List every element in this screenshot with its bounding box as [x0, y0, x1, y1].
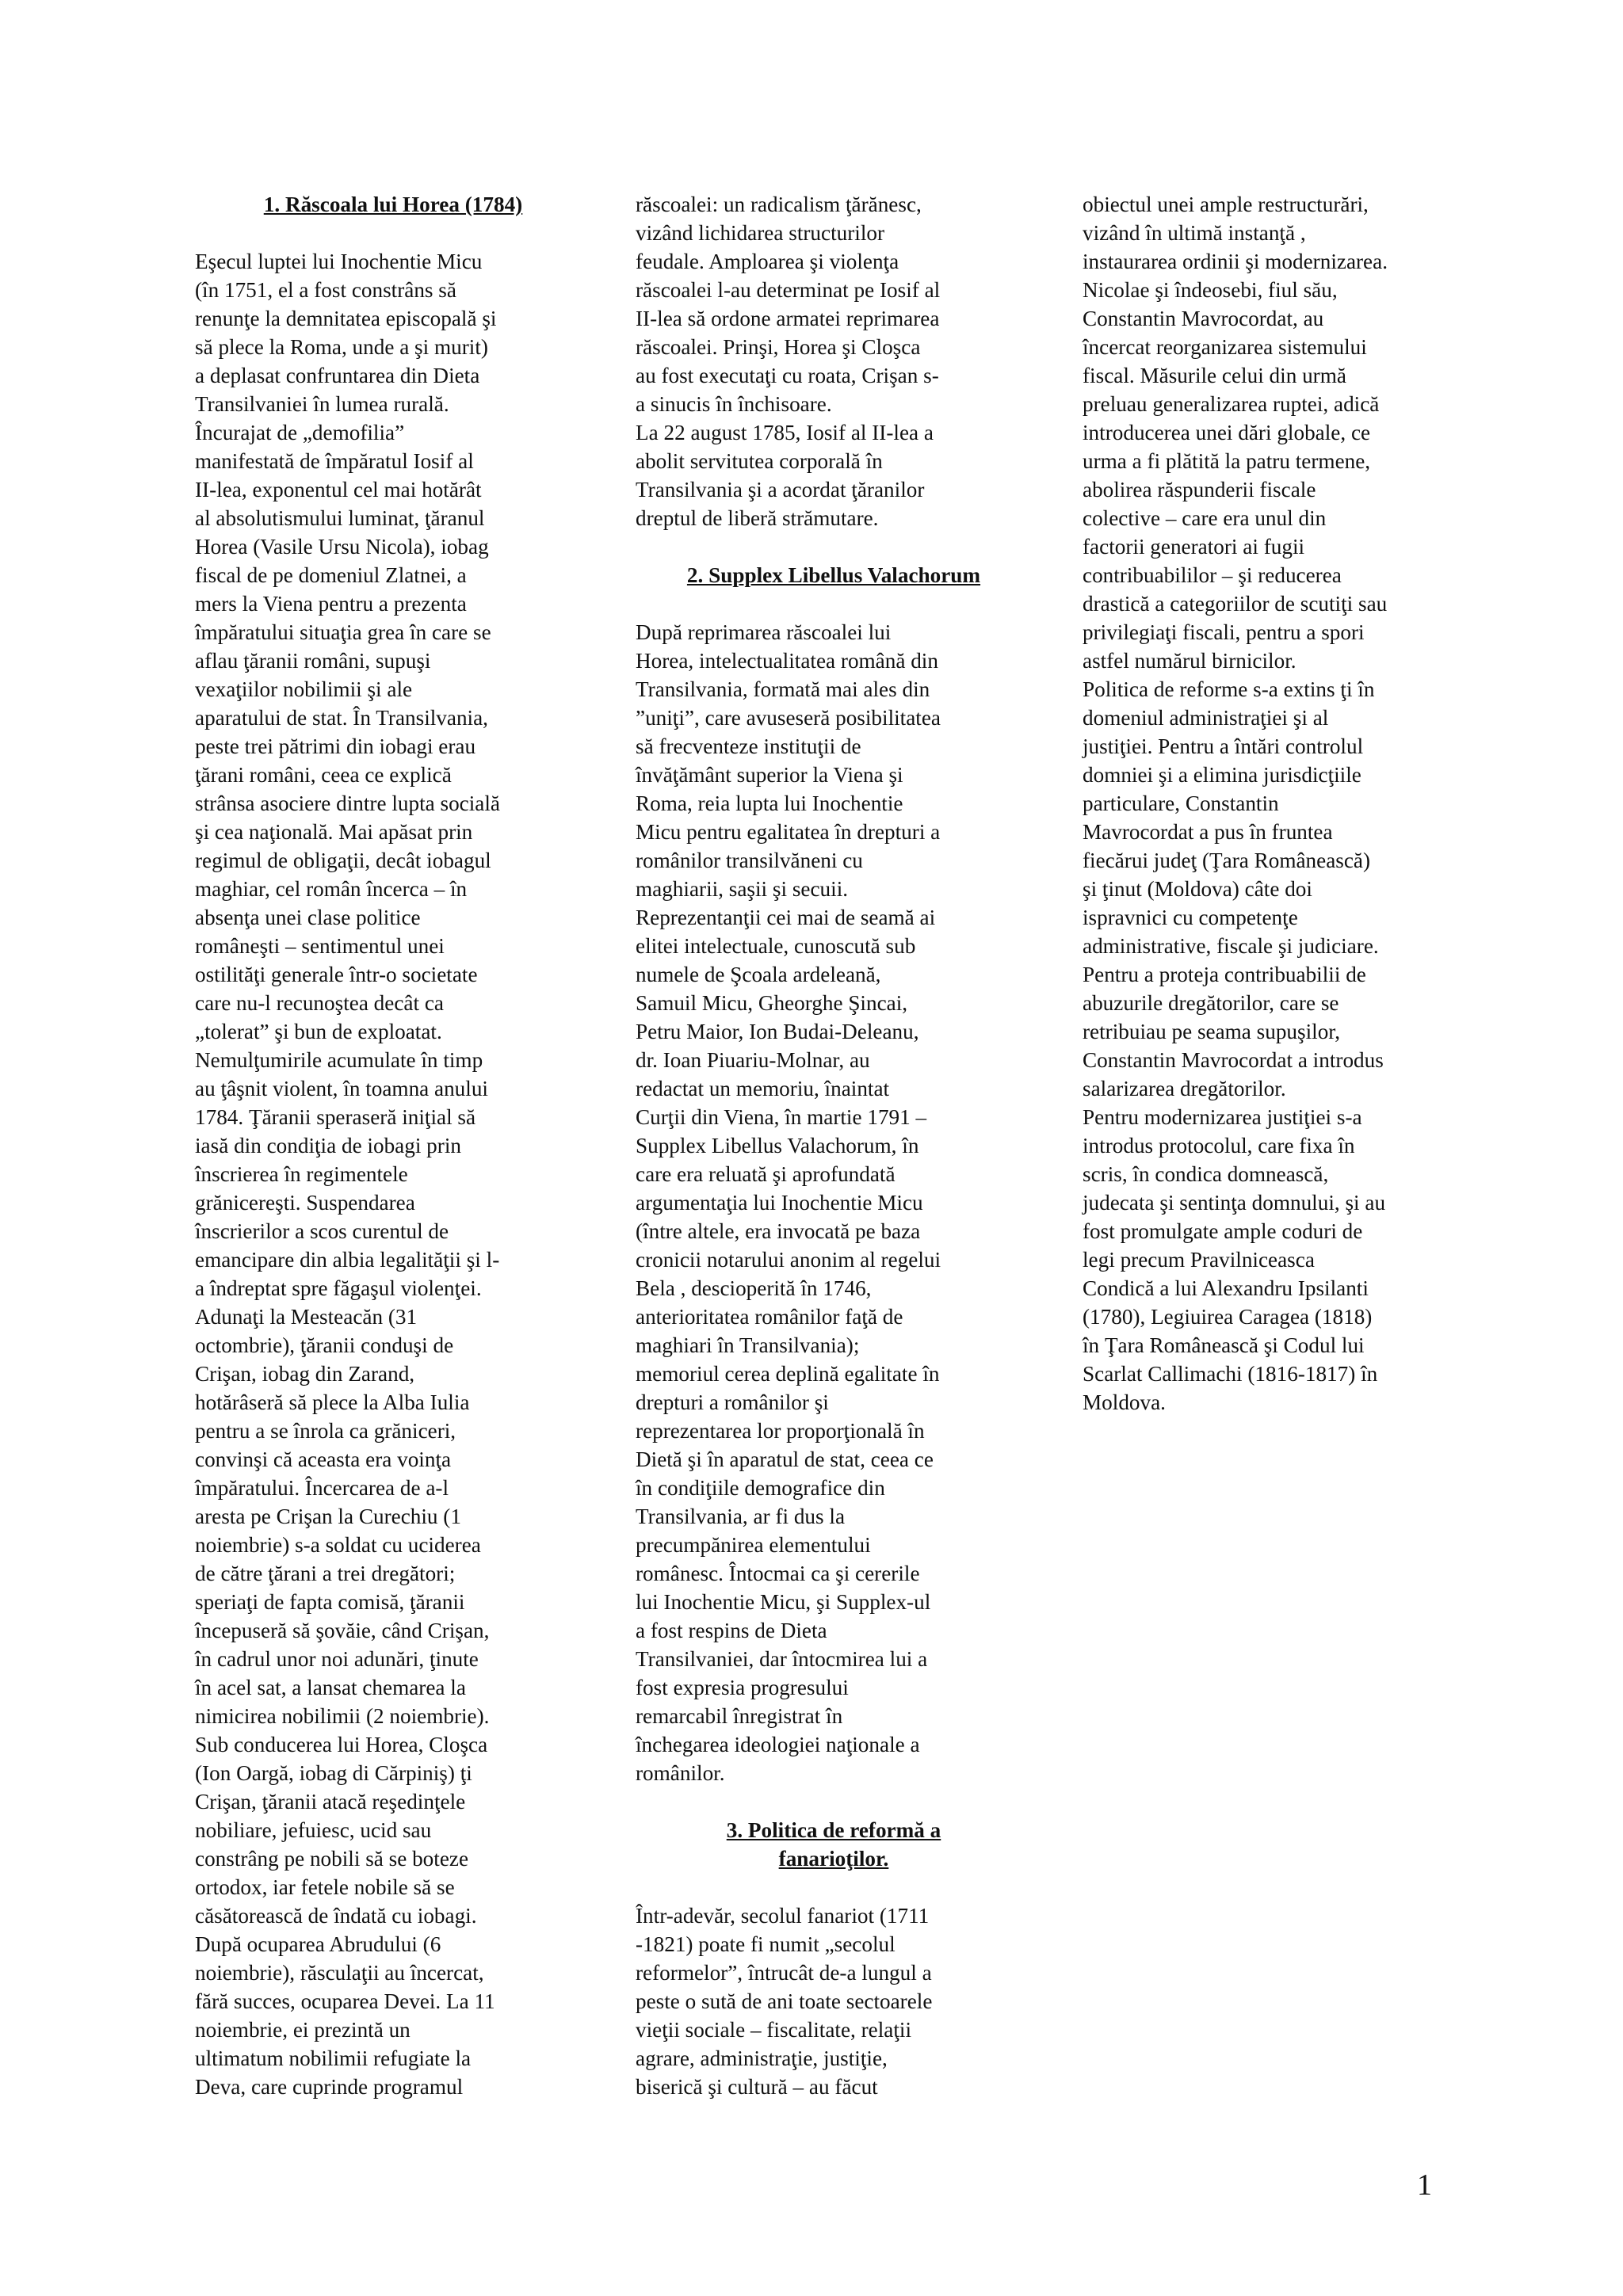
text-line: colective – care era unul din: [1083, 506, 1327, 530]
text-line: noiembrie), răsculaţii au încercat,: [195, 1961, 484, 1985]
text-line: pentru a se înrola ca grăniceri,: [195, 1419, 456, 1443]
text-line: au ţâşnit violent, în toamna anului: [195, 1077, 488, 1100]
text-line: Transilvania şi a acordat ţăranilor: [636, 478, 925, 502]
text-line: convinşi că aceasta era voinţa: [195, 1447, 452, 1471]
text-line: argumentaţia lui Inochentie Micu: [636, 1191, 923, 1215]
text-line: introducerea unei dări globale, ce: [1083, 421, 1371, 444]
text-line: nobiliare, jefuiesc, ucid sau: [195, 1818, 432, 1842]
text-line: lui Inochentie Micu, şi Supplex-ul: [636, 1590, 931, 1614]
text-line: (în 1751, el a fost constrâns să: [195, 278, 456, 302]
text-line: fără succes, ocuparea Devei. La 11: [195, 1989, 495, 2013]
text-line: Scarlat Callimachi (1816-1817) în: [1083, 1362, 1378, 1386]
text-line: După reprimarea răscoalei lui: [636, 620, 892, 644]
text-line: II-lea să ordone armatei reprimarea: [636, 307, 940, 330]
text-line: preluau generalizarea ruptei, adică: [1083, 392, 1380, 416]
section-heading: [195, 190, 591, 219]
blank-line: [636, 1787, 1032, 1816]
text-line: salarizarea dregătorilor.: [1083, 1077, 1286, 1100]
text-line: Sub conducerea lui Horea, Cloşca: [195, 1733, 488, 1756]
text-line: Roma, reia lupta lui Inochentie: [636, 791, 903, 815]
blank-line: [636, 589, 1032, 618]
text-line: La 22 august 1785, Iosif al II-lea a: [636, 421, 934, 444]
text-line: justiţiei. Pentru a întări controlul: [1083, 734, 1364, 758]
text-line: învăţământ superior la Viena şi: [636, 763, 903, 787]
text-line: retribuiau pe seama supuşilor,: [1083, 1020, 1341, 1043]
text-line: ortodox, iar fetele nobile să se: [195, 1875, 455, 1899]
paragraph: [636, 418, 1032, 532]
text-line: maghiari în Transilvania);: [636, 1333, 860, 1357]
text-line: Transilvania, ar fi dus la: [636, 1505, 846, 1528]
text-line: Adunaţi la Mesteacăn (31: [195, 1305, 418, 1329]
section-heading: [636, 1816, 1032, 1873]
text-line: ”uniţi”, care avuseseră posibilitatea: [636, 706, 941, 730]
text-line: Reprezentanţii cei mai de seamă ai: [636, 906, 936, 929]
text-line: Pentru modernizarea justiţiei s-a: [1083, 1105, 1362, 1129]
text-line: regimul de obligaţii, decât iobagul: [195, 849, 491, 872]
text-line: dreptul de liberă strămutare.: [636, 506, 879, 530]
text-line: a fost respins de Dieta: [636, 1619, 827, 1642]
text-line: instaurarea ordinii şi modernizarea.: [1083, 250, 1388, 273]
text-line: care nu-l recunoştea decât ca: [195, 991, 444, 1015]
text-line: închegarea ideologiei naţionale a: [636, 1733, 920, 1756]
text-line: abuzurile dregătorilor, care se: [1083, 991, 1339, 1015]
text-line: răscoalei l-au determinat pe Iosif al: [636, 278, 941, 302]
text-line: în cadrul unor noi adunări, ţinute: [195, 1647, 479, 1671]
heading-line: fanarioţilor.: [778, 1847, 889, 1871]
text-line: manifestată de împăratul Iosif al: [195, 449, 474, 473]
text-line: căsătorească de îndată cu iobagi.: [195, 1904, 477, 1928]
text-line: Crişan, ţăranii atacă reşedinţele: [195, 1790, 466, 1814]
text-line: ultimatum nobilimii refugiate la: [195, 2046, 472, 2070]
text-line: feudale. Amploarea şi violenţa: [636, 250, 899, 273]
text-line: Moldova.: [1083, 1390, 1166, 1414]
text-line: Nemulţumirile acumulate în timp: [195, 1048, 483, 1072]
text-line: administrative, fiscale şi judiciare.: [1083, 934, 1379, 958]
text-line: strânsa asociere dintre lupta socială: [195, 791, 500, 815]
text-line: ispravnici cu competenţe: [1083, 906, 1298, 929]
text-line: hotărâseră să plece la Alba Iulia: [195, 1390, 470, 1414]
paragraph: [636, 618, 1032, 1787]
text-line: factorii generatori ai fugii: [1083, 535, 1305, 559]
text-line: Horea, intelectualitatea română din: [636, 649, 938, 673]
text-line: vizând în ultimă instanţă ,: [1083, 221, 1306, 245]
text-column-2: [636, 190, 1032, 2101]
text-line: biserică şi cultură – au făcut: [636, 2075, 878, 2099]
text-line: drepturi a românilor şi: [636, 1390, 829, 1414]
text-line: abolit servitutea corporală în: [636, 449, 883, 473]
text-line: Transilvaniei în lumea rurală.: [195, 392, 449, 416]
text-line: noiembrie, ei prezintă un: [195, 2018, 411, 2042]
text-line: (între altele, era invocată pe baza: [636, 1219, 921, 1243]
text-line: speriaţi de fapta comisă, ţăranii: [195, 1590, 465, 1614]
text-line: Nicolae şi îndeosebi, fiul său,: [1083, 278, 1338, 302]
text-line: contribuabililor – şi reducerea: [1083, 563, 1342, 587]
text-line: agrare, administraţie, justiţie,: [636, 2046, 888, 2070]
text-line: elitei intelectuale, cunoscută sub: [636, 934, 916, 958]
text-line: domniei şi a elimina jurisdicţiile: [1083, 763, 1361, 787]
text-line: drastică a categoriilor de scutiţi sau: [1083, 592, 1388, 616]
text-line: au fost executaţi cu roata, Crişan s-: [636, 364, 939, 387]
paragraph: [636, 190, 1032, 418]
text-line: Petru Maior, Ion Budai-Deleanu,: [636, 1020, 919, 1043]
text-line: a sinucis în închisoare.: [636, 392, 832, 416]
text-line: judecata şi sentinţa domnului, şi au: [1083, 1191, 1386, 1215]
text-line: românilor.: [636, 1761, 725, 1785]
section-heading: [636, 561, 1032, 589]
text-line: fost promulgate ample coduri de: [1083, 1219, 1363, 1243]
text-line: redactat un memoriu, înaintat: [636, 1077, 890, 1100]
text-line: Eşecul luptei lui Inochentie Micu: [195, 250, 483, 273]
text-line: octombrie), ţăranii conduşi de: [195, 1333, 454, 1357]
text-line: particulare, Constantin: [1083, 791, 1279, 815]
paragraph: [195, 247, 591, 1046]
text-line: a deplasat confruntarea din Dieta: [195, 364, 480, 387]
text-line: 1784. Ţăranii speraseră iniţial să: [195, 1105, 476, 1129]
heading-line: 3. Politica de reformă a: [726, 1818, 941, 1842]
text-line: în condiţiile demografice din: [636, 1476, 885, 1500]
text-line: Curţii din Viena, în martie 1791 –: [636, 1105, 927, 1129]
text-line: aresta pe Crişan la Curechiu (1: [195, 1505, 461, 1528]
text-line: peste o sută de ani toate sectoarele: [636, 1989, 933, 2013]
text-line: ţărani români, ceea ce explică: [195, 763, 452, 787]
text-line: abolirea răspunderii fiscale: [1083, 478, 1316, 502]
paragraph: [195, 1046, 591, 2101]
text-line: grănicereşti. Suspendarea: [195, 1191, 415, 1215]
text-line: încercat reorganizarea sistemului: [1083, 335, 1367, 359]
text-line: Horea (Vasile Ursu Nicola), iobag: [195, 535, 489, 559]
text-line: scris, în condica domnească,: [1083, 1162, 1329, 1186]
text-line: absenţa unei clase politice: [195, 906, 421, 929]
text-line: Crişan, iobag din Zarand,: [195, 1362, 415, 1386]
text-line: începuseră să şovăie, când Crişan,: [195, 1619, 490, 1642]
text-line: vieţii sociale – fiscalitate, relaţii: [636, 2018, 912, 2042]
text-line: fost expresia progresului: [636, 1676, 849, 1699]
text-line: Deva, care cuprinde programul: [195, 2075, 464, 2099]
text-line: împăratului. Încercarea de a-l: [195, 1476, 449, 1500]
text-line: mers la Viena pentru a prezenta: [195, 592, 467, 616]
text-line: fiecărui judeţ (Ţara Românească): [1083, 849, 1371, 872]
text-line: Politica de reforme s-a extins ţi în: [1083, 677, 1375, 701]
text-line: II-lea, exponentul cel mai hotărât: [195, 478, 482, 502]
text-line: numele de Şcoala ardeleană,: [636, 963, 881, 986]
text-line: aflau ţăranii români, supuşi: [195, 649, 431, 673]
text-line: împăratului situaţia grea în care se: [195, 620, 491, 644]
text-line: reprezentarea lor proporţională în: [636, 1419, 925, 1443]
text-line: precumpănirea elementului: [636, 1533, 871, 1557]
paragraph: [1083, 190, 1487, 276]
text-line: Transilvaniei, dar întocmirea lui a: [636, 1647, 928, 1671]
text-line: Mavrocordat a pus în fruntea: [1083, 820, 1333, 844]
text-line: Pentru a proteja contribuabilii de: [1083, 963, 1366, 986]
text-line: reformelor”, întrucât de-a lungul a: [636, 1961, 932, 1985]
text-line: maghiarii, saşii şi secuii.: [636, 877, 849, 901]
text-line: anterioritatea românilor faţă de: [636, 1305, 903, 1329]
paragraph: [1083, 1103, 1487, 1417]
text-line: Condică a lui Alexandru Ipsilanti: [1083, 1276, 1369, 1300]
paragraph: [1083, 675, 1487, 1103]
text-line: După ocuparea Abrudului (6: [195, 1932, 441, 1956]
page-number: 1: [1417, 2168, 1432, 2202]
text-line: legi precum Pravilniceasca: [1083, 1248, 1315, 1272]
text-line: să frecventeze instituţii de: [636, 734, 861, 758]
text-line: Transilvania, formată mai ales din: [636, 677, 930, 701]
text-line: „tolerat” şi bun de exploatat.: [195, 1020, 442, 1043]
text-line: ostilităţi generale într-o societate: [195, 963, 478, 986]
text-line: în Ţara Românească şi Codul lui: [1083, 1333, 1365, 1357]
text-line: românilor transilvăneni cu: [636, 849, 863, 872]
text-line: al absolutismului luminat, ţăranul: [195, 506, 485, 530]
text-line: emancipare din albia legalităţii şi l-: [195, 1248, 500, 1272]
text-line: vexaţiilor nobilimii şi ale: [195, 677, 413, 701]
paragraph: [636, 1901, 1032, 2101]
text-line: răscoalei. Prinşi, Horea şi Cloşca: [636, 335, 921, 359]
text-column-3: [1083, 190, 1487, 1417]
text-line: remarcabil înregistrat în: [636, 1704, 843, 1728]
blank-line: [636, 532, 1032, 561]
paragraph: [1083, 276, 1487, 675]
text-line: noiembrie) s-a soldat cu uciderea: [195, 1533, 481, 1557]
text-line: Constantin Mavrocordat, au: [1083, 307, 1324, 330]
text-line: renunţe la demnitatea episcopală şi: [195, 307, 497, 330]
text-line: -1821) poate fi numit „secolul: [636, 1932, 896, 1956]
text-line: (Ion Oargă, iobag di Cărpiniş) ţi: [195, 1761, 472, 1785]
text-line: Samuil Micu, Gheorghe Şincai,: [636, 991, 908, 1015]
text-column-1: [195, 190, 591, 2101]
text-line: Constantin Mavrocordat a introdus: [1083, 1048, 1384, 1072]
text-line: iasă din condiţia de iobagi prin: [195, 1134, 461, 1158]
text-line: maghiar, cel român încerca – în: [195, 877, 468, 901]
text-line: şi cea naţională. Mai apăsat prin: [195, 820, 473, 844]
text-line: Într-adevăr, secolul fanariot (1711: [636, 1904, 930, 1928]
text-line: Dietă şi în aparatul de stat, ceea ce: [636, 1447, 934, 1471]
text-line: (1780), Legiuirea Caragea (1818): [1083, 1305, 1373, 1329]
text-line: răscoalei: un radicalism ţărănesc,: [636, 193, 922, 216]
blank-line: [636, 1873, 1032, 1901]
text-line: peste trei pătrimi din iobagi erau: [195, 734, 476, 758]
text-line: domeniul administraţiei şi al: [1083, 706, 1329, 730]
blank-line: [195, 219, 591, 247]
text-line: în acel sat, a lansat chemarea la: [195, 1676, 466, 1699]
text-line: a îndreptat spre făgaşul violenţei.: [195, 1276, 482, 1300]
heading-line: 2. Supplex Libellus Valachorum: [686, 563, 981, 587]
text-line: nimicirea nobilimii (2 noiembrie).: [195, 1704, 490, 1728]
text-line: Supplex Libellus Valachorum, în: [636, 1134, 919, 1158]
text-line: româneşti – sentimentul unei: [195, 934, 445, 958]
text-line: introdus protocolul, care fixa în: [1083, 1134, 1355, 1158]
text-line: dr. Ioan Piuariu-Molnar, au: [636, 1048, 870, 1072]
heading-line: 1. Răscoala lui Horea (1784): [263, 193, 523, 216]
text-line: Încurajat de „demofilia”: [195, 421, 405, 444]
text-line: constrâng pe nobili să se boteze: [195, 1847, 469, 1871]
text-line: privilegiaţi fiscali, pentru a spori: [1083, 620, 1365, 644]
text-line: aparatului de stat. În Transilvania,: [195, 706, 488, 730]
text-line: Bela , descioperită în 1746,: [636, 1276, 872, 1300]
text-line: de către ţărani a trei dregători;: [195, 1562, 456, 1585]
text-line: înscrierilor a scos curentul de: [195, 1219, 449, 1243]
text-line: care era reluată şi aprofundată: [636, 1162, 896, 1186]
text-line: urma a fi plătită la patru termene,: [1083, 449, 1371, 473]
text-line: vizând lichidarea structurilor: [636, 221, 885, 245]
text-line: astfel numărul birnicilor.: [1083, 649, 1296, 673]
text-line: Micu pentru egalitatea în drepturi a: [636, 820, 941, 844]
text-line: obiectul unei ample restructurări,: [1083, 193, 1369, 216]
text-line: cronicii notarului anonim al regelui: [636, 1248, 941, 1272]
text-line: fiscal. Măsurile celui din urmă: [1083, 364, 1346, 387]
text-line: să plece la Roma, unde a şi murit): [195, 335, 488, 359]
text-line: şi ţinut (Moldova) câte doi: [1083, 877, 1312, 901]
text-line: memoriul cerea deplină egalitate în: [636, 1362, 940, 1386]
text-line: românesc. Întocmai ca şi cererile: [636, 1562, 920, 1585]
text-line: fiscal de pe domeniul Zlatnei, a: [195, 563, 467, 587]
text-line: înscrierea în regimentele: [195, 1162, 408, 1186]
